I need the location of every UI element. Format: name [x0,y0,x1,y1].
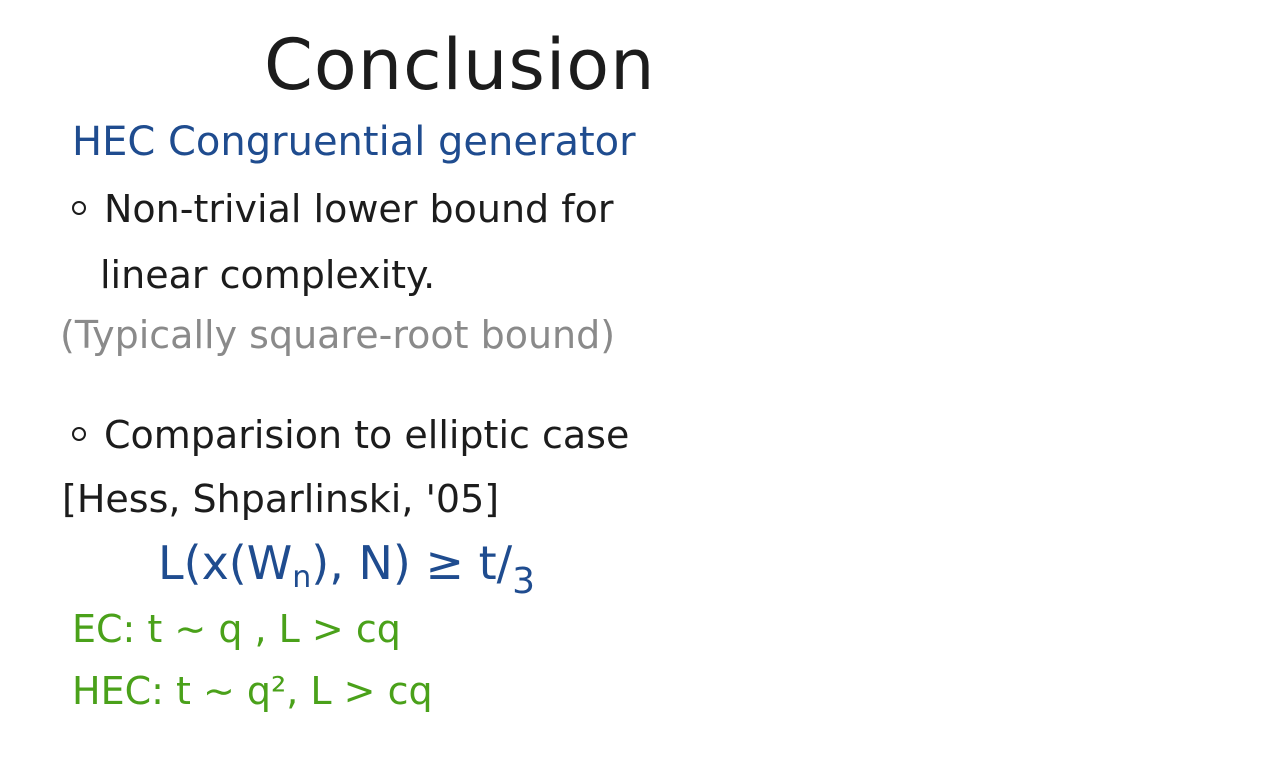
bullet-continuation: linear complexity. [100,253,436,297]
bullet-text: Comparision to elliptic case [104,413,630,457]
formula [158,536,536,602]
formula-lhs: L(x(W [158,536,293,590]
formula-subscript: n [292,560,312,595]
hec-comparison: HEC: t ∼ q², L > cq [72,669,433,713]
bullet-icon [72,427,86,441]
page-title: Conclusion [264,24,656,106]
bullet-icon [72,201,86,215]
bullet-text: Non-trivial lower bound for [104,187,614,231]
citation: [Hess, Shparlinski, '05] [62,477,500,521]
bullet-item-lower-bound [72,187,614,231]
section-heading: HEC Congruential generator [72,119,636,165]
note-text: (Typically square-root bound) [60,313,616,357]
formula-denominator: 3 [512,561,536,602]
formula-rhs: ), N) ≥ t/ [311,536,513,590]
ec-comparison: EC: t ∼ q , L > cq [72,607,401,651]
bullet-item-comparison [72,413,630,457]
